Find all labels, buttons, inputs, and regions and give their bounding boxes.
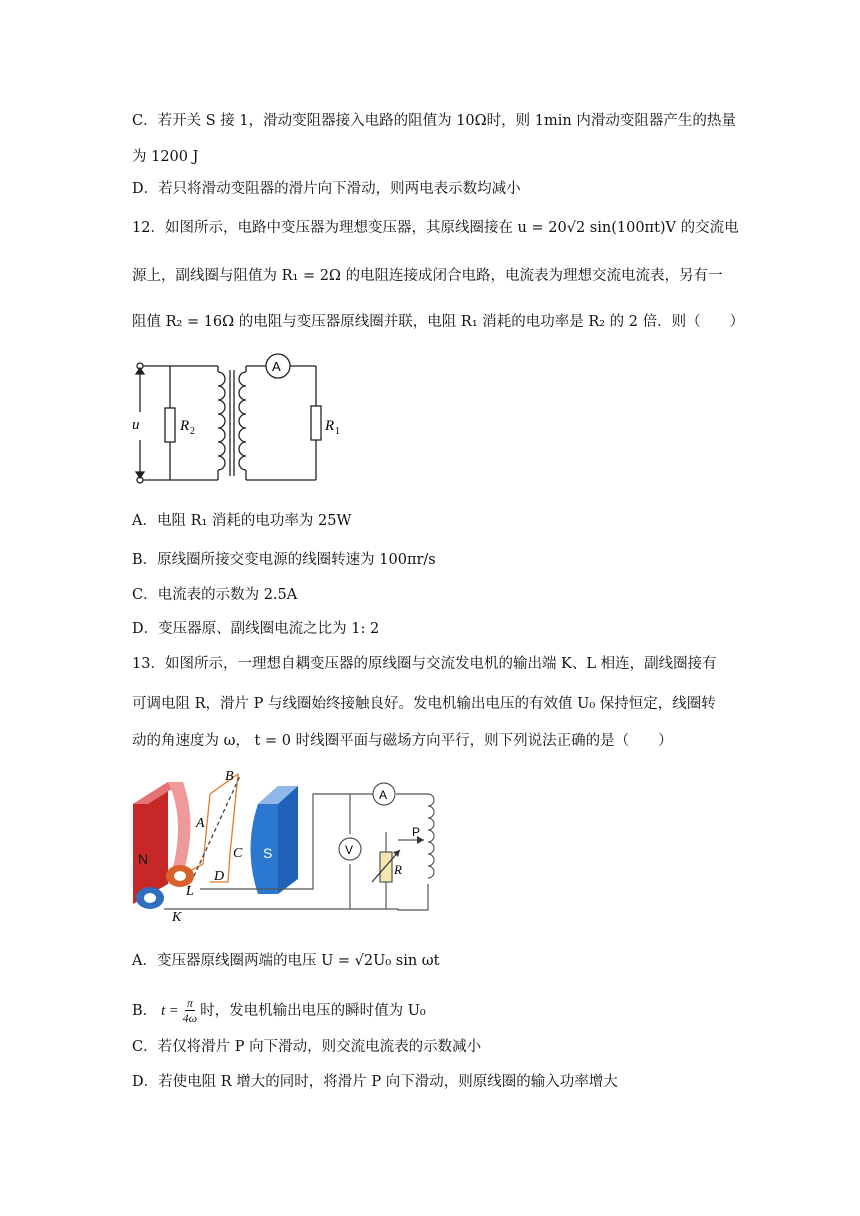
q12-stem-line3: 阻值 R₂ = 16Ω 的电阻与变压器原线圈并联，电阻 R₁ 消耗的电功率是 R₂ 的 2 倍．则（ ） <box>132 314 745 330</box>
q13-ammeter-label: A <box>379 788 388 802</box>
q13-option-b <box>132 996 426 1025</box>
q12-stem-line2: 源上，副线圈与阻值为 R₁ = 2Ω 的电阻连接成闭合电路，电流表为理想交流电流表，另有一 <box>132 268 723 284</box>
q13-option-a: A．变压器原线圈两端的电压 U = √2U₀ sin ωt <box>132 953 440 969</box>
q13-stem-line2: 可调电阻 R，滑片 P 与线圈始终接触良好。发电机输出电压的有效值 U₀ 保持恒定，线圈转 <box>132 696 716 712</box>
q11-option-d: D．若只将滑动变阻器的滑片向下滑动，则两电表示数均减小 <box>132 181 521 197</box>
q12-circuit-diagram <box>128 350 358 490</box>
q13-label-n: N <box>138 851 149 867</box>
q12-label-r2-sub: 2 <box>190 426 195 437</box>
q11-option-c-line1: C．若开关 S 接 1，滑动变阻器接入电路的阻值为 10Ω时，则 1min 内滑动变阻器产生的热量 <box>132 113 736 129</box>
q12-option-d: D．变压器原、副线圈电流之比为 1: 2 <box>132 621 380 637</box>
q12-option-a: A．电阻 R₁ 消耗的电功率为 25W <box>132 513 352 529</box>
q13-label-p: P <box>412 825 421 839</box>
q13-option-c: C．若仅将滑片 P 向下滑动，则交流电流表的示数减小 <box>132 1039 482 1055</box>
q13-option-b-fraction <box>183 996 197 1025</box>
q12-label-r1: R <box>325 418 335 434</box>
q13-label-l: L <box>186 884 194 899</box>
q13-option-b-suffix: 时，发电机输出电压的瞬时值为 U₀ <box>200 1002 426 1019</box>
q13-label-k: K <box>172 910 182 925</box>
q13-option-b-prefix: B． <box>132 1002 158 1019</box>
q12-label-r1-sub: 1 <box>335 426 340 437</box>
q12-stem-line1: 12．如图所示，电路中变压器为理想变压器，其原线圈接在 u = 20√2 sin(100πt)V 的交流电 <box>132 220 739 236</box>
q13-option-b-t: t = <box>161 1002 179 1019</box>
q13-label-coil-d: D <box>214 869 225 884</box>
q13-stem-line3: 动的角速度为 ω， t = 0 时线圈平面与磁场方向平行，则下列说法正确的是（ ） <box>132 733 673 749</box>
q13-label-s: S <box>263 845 273 861</box>
q12-option-b: B．原线圈所接交变电源的线圈转速为 100πr/s <box>132 552 436 568</box>
q12-option-c: C．电流表的示数为 2.5A <box>132 587 298 603</box>
q13-fraction-numerator: π <box>186 996 193 1010</box>
q12-label-r2: R <box>180 418 190 434</box>
q12-ammeter-label: A <box>272 359 281 374</box>
q12-label-u: u <box>132 417 140 433</box>
q13-label-coil-a: A <box>196 816 205 831</box>
q13-label-r: R <box>394 862 402 877</box>
q13-label-coil-c: C <box>233 846 243 861</box>
q13-option-d: D．若使电阻 R 增大的同时，将滑片 P 向下滑动，则原线圈的输入功率增大 <box>132 1074 618 1090</box>
q11-option-c-line2: 为 1200 J <box>132 149 199 165</box>
q13-label-coil-b: B <box>225 769 234 784</box>
q13-generator-diagram <box>128 764 438 929</box>
q13-stem-line1: 13．如图所示，一理想自耦变压器的原线圈与交流发电机的输出端 K、L 相连，副线圈接有 <box>132 656 717 672</box>
q13-fraction-denominator: 4ω <box>182 1011 198 1025</box>
q13-voltmeter-label: V <box>345 843 354 857</box>
